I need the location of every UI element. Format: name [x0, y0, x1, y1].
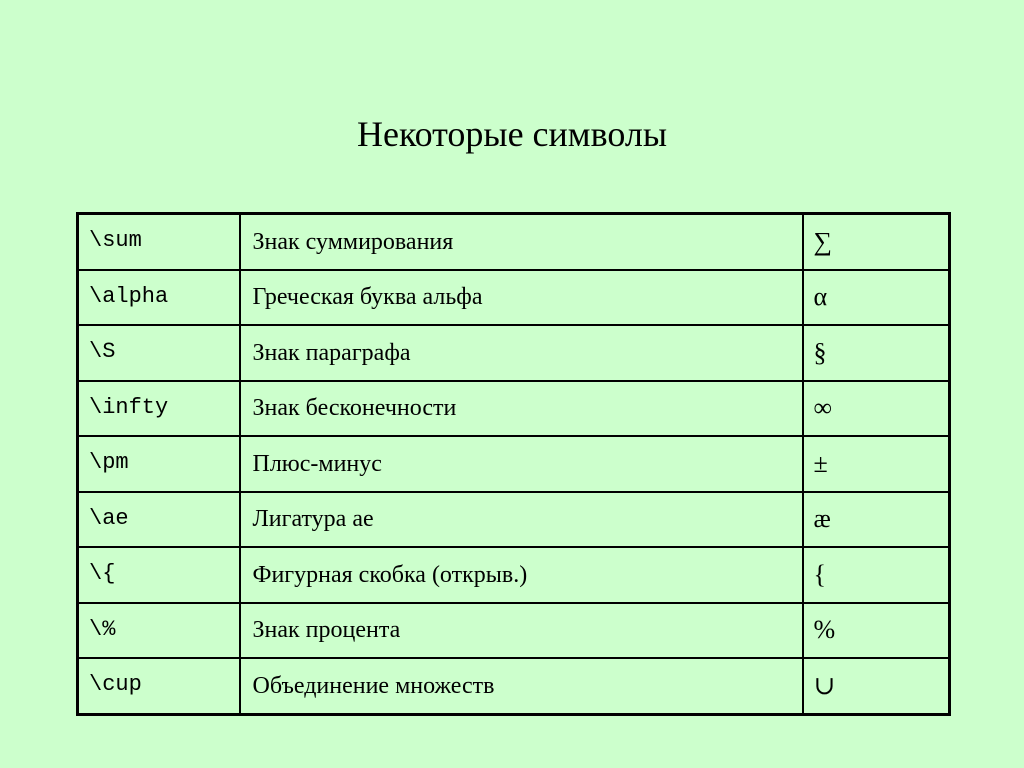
command-cell: \pm [78, 436, 240, 492]
description-cell: Знак бесконечности [240, 381, 803, 437]
table-row [78, 603, 950, 659]
description-cell: Лигатура ae [240, 492, 803, 548]
symbol-cell: § [803, 325, 950, 381]
table-row [78, 214, 950, 270]
command-cell: \sum [78, 214, 240, 270]
command-cell: \cup [78, 658, 240, 714]
symbol-cell: ∑ [803, 214, 950, 270]
symbol-cell: ± [803, 436, 950, 492]
command-cell: \{ [78, 547, 240, 603]
slide-title: Некоторые символы [356, 114, 668, 154]
command-cell: \infty [78, 381, 240, 437]
command-cell: \alpha [78, 270, 240, 326]
symbol-cell: % [803, 603, 950, 659]
table-row [78, 270, 950, 326]
description-cell: Знак параграфа [240, 325, 803, 381]
description-cell: Фигурная скобка (открыв.) [240, 547, 803, 603]
description-cell: Объединение множеств [240, 658, 803, 714]
symbol-cell: α [803, 270, 950, 326]
table-row [78, 492, 950, 548]
table-row [78, 381, 950, 437]
table-row [78, 547, 950, 603]
symbols-table [76, 212, 951, 716]
description-cell: Знак суммирования [240, 214, 803, 270]
symbol-cell: ∪ [803, 658, 950, 714]
command-cell: \S [78, 325, 240, 381]
symbol-cell: æ [803, 492, 950, 548]
description-cell: Знак процента [240, 603, 803, 659]
symbol-cell: ∞ [803, 381, 950, 437]
table-row [78, 436, 950, 492]
description-cell: Греческая буква альфа [240, 270, 803, 326]
table-row [78, 658, 950, 714]
symbol-cell: { [803, 547, 950, 603]
command-cell: \ae [78, 492, 240, 548]
table-row [78, 325, 950, 381]
description-cell: Плюс-минус [240, 436, 803, 492]
command-cell: \% [78, 603, 240, 659]
